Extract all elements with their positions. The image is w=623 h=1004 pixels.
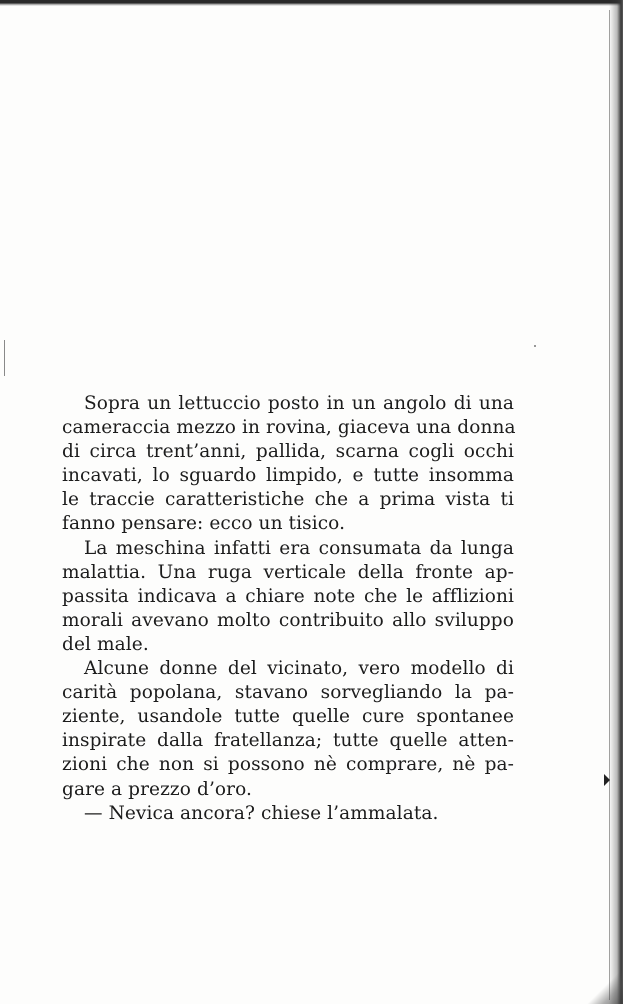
text-line: morali avevano molto contribuito allo sviluppo xyxy=(62,609,514,631)
text-line: carità popolana, stavano sorvegliando la pa- xyxy=(62,682,514,704)
text-line: Sopra un lettuccio posto in un angolo di una xyxy=(84,393,514,414)
page-fold-line xyxy=(609,10,610,1000)
paragraph-1 xyxy=(62,392,514,537)
scan-mark xyxy=(4,340,5,376)
page-corner-shadow xyxy=(583,964,623,1004)
margin-arrow-icon xyxy=(604,774,610,786)
text-line: gare a prezzo d’oro. xyxy=(62,778,252,800)
text-line: le traccie caratteristiche che a prima vista ti xyxy=(62,489,514,511)
page-top-edge xyxy=(0,0,623,6)
text-line: di circa trent’anni, pallida, scarna cogli occhi xyxy=(62,441,514,463)
text-line: fanno pensare: ecco un tisico. xyxy=(62,513,346,535)
body-text xyxy=(62,392,514,826)
text-line: Alcune donne del vicinato, vero modello di xyxy=(84,658,514,680)
paragraph-3 xyxy=(62,657,514,802)
text-line: — Nevica ancora? chiese l’ammalata. xyxy=(84,802,439,824)
text-line: zioni che non si possono nè comprare, nè pa- xyxy=(62,754,514,776)
text-line: La meschina infatti era consumata da lunga xyxy=(84,537,514,559)
text-line: ziente, usandole tutte quelle cure spontanee xyxy=(62,706,514,728)
paragraph-4 xyxy=(62,802,514,826)
page-right-edge xyxy=(609,0,623,1004)
text-line: malattia. Una ruga verticale della fronte ap- xyxy=(62,561,514,583)
text-line: passita indicava a chiare note che le afflizioni xyxy=(62,585,514,607)
scan-speck xyxy=(534,345,536,347)
text-line: del male. xyxy=(62,633,149,655)
text-line: inspirate dalla fratellanza; tutte quelle atten- xyxy=(62,730,514,752)
paragraph-2 xyxy=(62,537,514,657)
text-line: cameraccia mezzo in rovina, giaceva una donna xyxy=(62,417,516,439)
text-line: incavati, lo sguardo limpido, e tutte insomma xyxy=(62,465,514,487)
